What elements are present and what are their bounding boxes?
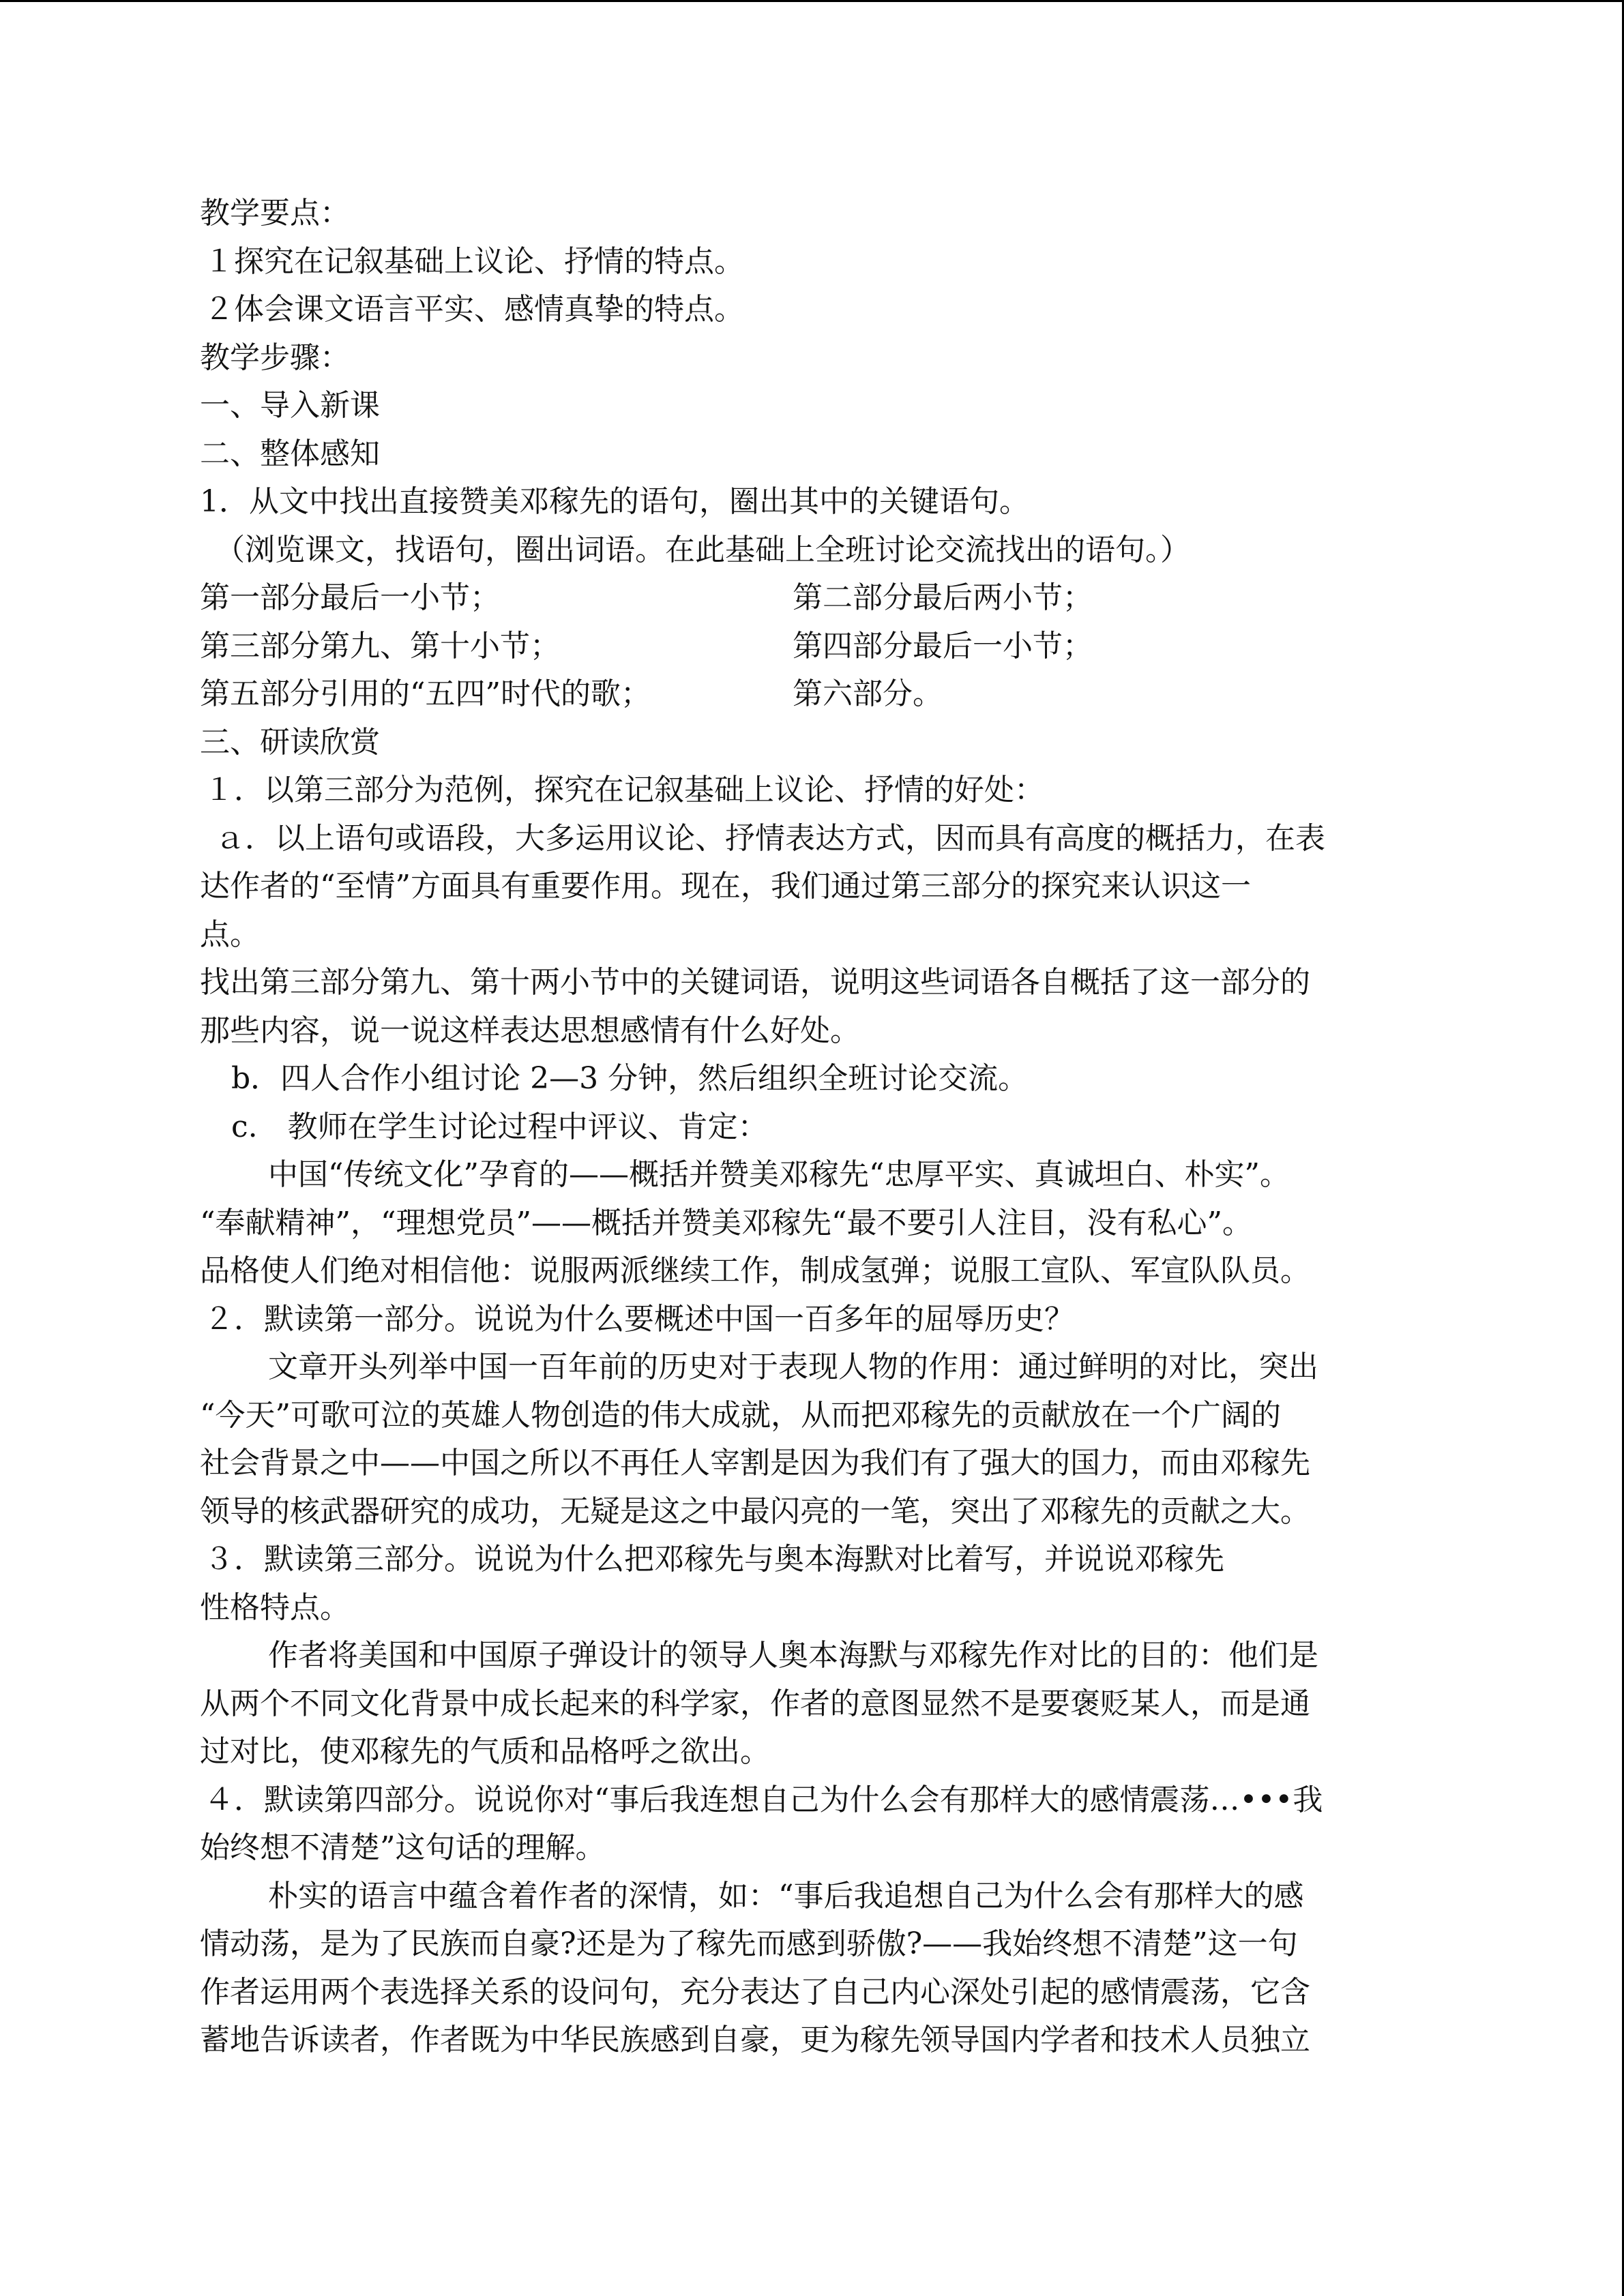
question-1-c-line: “奉献精神”，“理想党员”——概括并赞美邓稼先“最不要引人注目，没有私心”。 (200, 1205, 1252, 1240)
question-4-answer-line: 作者运用两个表选择关系的设问句，充分表达了自己内心深处引起的感情震荡，它含 (200, 1974, 1310, 2010)
question-3-answer-line: 作者将美国和中国原子弹设计的领导人奥本海默与邓稼先作对比的目的：他们是 (268, 1638, 1318, 1673)
parts-row (200, 670, 1434, 719)
part-cell: 第五部分引用的“五四”时代的歌； (200, 676, 651, 711)
question-2-answer-line: 文章开头列举中国一百年前的历史对于表现人物的作用：通过鲜明的对比，突出 (268, 1350, 1318, 1384)
question-3-answer-line: 从两个不同文化背景中成长起来的科学家，作者的意图显然不是要褒贬某人，而是通 (200, 1686, 1310, 1721)
part-cell: 第一部分最后一小节； (200, 580, 500, 615)
question-1-c-line: 中国“传统文化”孕育的——概括并赞美邓稼先“忠厚平实、真诚坦白、朴实”。 (268, 1157, 1290, 1192)
question-1-b: b．四人合作小组讨论 2—3 分钟，然后组织全班讨论交流。 (231, 1061, 1029, 1096)
question-2-answer-line: “今天”可歌可泣的英雄人物创造的伟大成就，从而把邓稼先的贡献放在一个广阔的 (200, 1397, 1281, 1433)
question-2-answer-line: 领导的核武器研究的成功，无疑是这之中最闪亮的一笔，突出了邓稼先的贡献之大。 (200, 1493, 1310, 1529)
question-1-find-line: 那些内容，说一说这样表达思想感情有什么好处。 (200, 1013, 860, 1048)
question-1-c-line: 品格使人们绝对相信他：说服两派继续工作，制成氢弹；说服工宣队、军宣队队员。 (200, 1253, 1310, 1288)
heading-teaching-steps: 教学步骤： (200, 340, 350, 375)
parts-row (200, 623, 1434, 671)
question-1-find-line: 找出第三部分第九、第十两小节中的关键词语，说明这些词语各自概括了这一部分的 (200, 965, 1310, 1000)
heading-teaching-points: 教学要点： (200, 196, 350, 230)
question-1: １．以第三部分为范例，探究在记叙基础上议论、抒情的好处： (204, 773, 1044, 807)
step-study: 三、研读欣赏 (200, 724, 380, 760)
part-cell: 第四部分最后一小节； (793, 628, 1093, 664)
question-4-answer-line: 蓄地告诉读者，作者既为中华民族感到自豪，更为稼先领导国内学者和技术人员独立 (200, 2023, 1310, 2057)
question-3-cont: 性格特点。 (200, 1590, 350, 1625)
question-4: ４．默读第四部分。说说你对“事后我连想自己为什么会有那样大的感情震荡…•••我 (204, 1782, 1323, 1817)
document-body (200, 190, 1434, 2065)
part-cell: 第二部分最后两小节； (793, 580, 1093, 615)
question-1-a-line: ａ．以上语句或语段，大多运用议论、抒情表达方式，因而具有高度的概括力，在表 (215, 820, 1325, 856)
question-1-c: c. 教师在学生讨论过程中评议、肯定： (231, 1109, 768, 1144)
page-top-border (0, 0, 1624, 2)
question-2-answer-line: 社会背景之中——中国之所以不再任人宰割是因为我们有了强大的国力，而由邓稼先 (200, 1446, 1310, 1480)
task-find-note: （浏览课文，找语句，圈出词语。在此基础上全班讨论交流找出的语句。） (215, 532, 1190, 567)
question-4-answer-line: 朴实的语言中蕴含着作者的深情，如：“事后我追想自己为什么会有那样大的感 (268, 1878, 1304, 1913)
teaching-point-2: ２体会课文语言平实、感情真挚的特点。 (204, 292, 744, 327)
question-4-answer-line: 情动荡，是为了民族而自豪?还是为了稼先而感到骄傲?——我始终想不清楚”这一句 (200, 1926, 1298, 1961)
part-cell: 第三部分第九、第十小节； (200, 628, 560, 664)
question-4-cont: 始终想不清楚”这句话的理解。 (200, 1830, 606, 1865)
step-overview: 二、整体感知 (200, 436, 380, 471)
step-intro: 一、导入新课 (200, 388, 380, 423)
question-3-answer-line: 过对比，使邓稼先的气质和品格呼之欲出。 (200, 1734, 770, 1769)
question-3: ３．默读第三部分。说说为什么把邓稼先与奥本海默对比着写，并说说邓稼先 (204, 1542, 1224, 1577)
question-1-a-line: 达作者的“至情”方面具有重要作用。现在，我们通过第三部分的探究来认识这一 (200, 869, 1251, 904)
parts-row (200, 574, 1434, 623)
question-2: ２．默读第一部分。说说为什么要概述中国一百多年的屈辱历史？ (204, 1301, 1074, 1337)
task-find-sentences: 1．从文中找出直接赞美邓稼先的语句，圈出其中的关键语句。 (200, 484, 1029, 519)
question-1-a-line: 点。 (200, 916, 260, 952)
teaching-point-1: １探究在记叙基础上议论、抒情的特点。 (204, 243, 744, 279)
part-cell: 第六部分。 (793, 676, 943, 711)
